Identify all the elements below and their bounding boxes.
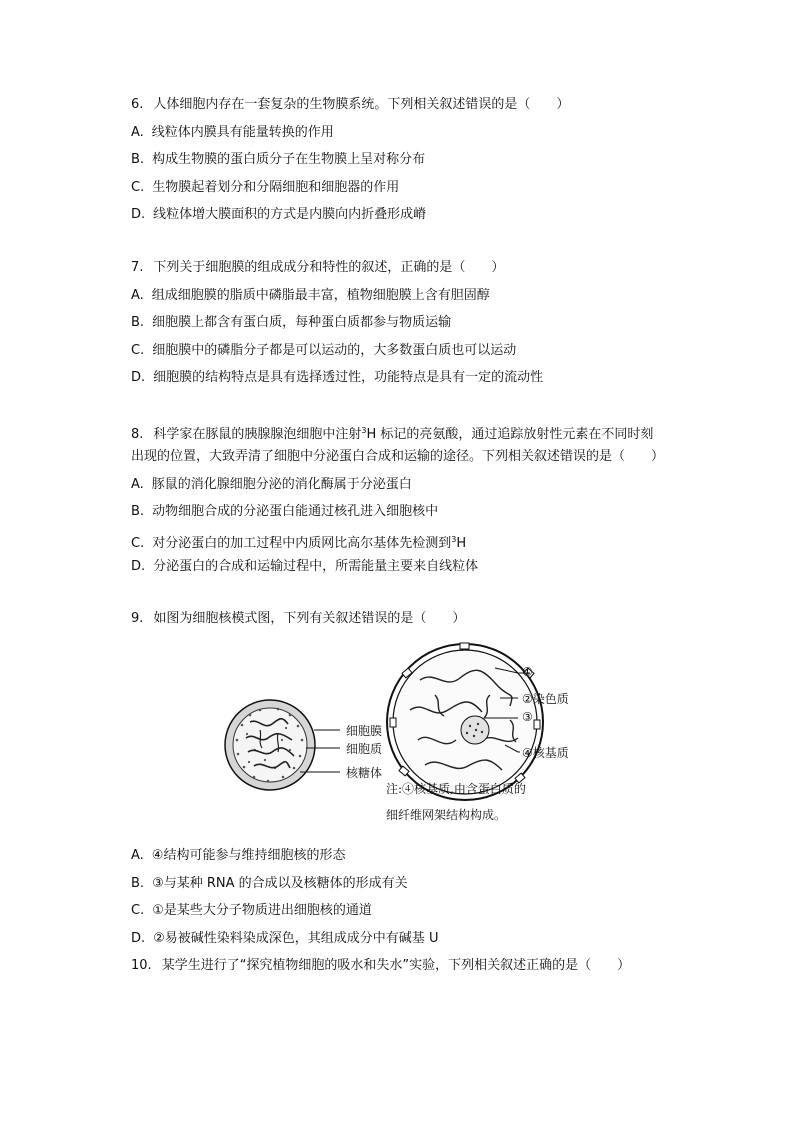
q8-option-d: D. 分泌蛋白的合成和运输过程中，所需能量主要来自线粒体	[131, 559, 479, 574]
q9-option-a: A. ④结构可能参与维持细胞核的形态	[131, 848, 346, 863]
label-nuclear-pore: ①	[522, 665, 533, 679]
q9-option-c: C. ①是某些大分子物质进出细胞核的通道	[131, 903, 372, 918]
figure-note-line-2: 细纤维网架结构构成。	[386, 808, 507, 822]
question-8-stem-continued: 出现的位置，大致弄清了细胞中分泌蛋白合成和运输的途径。下列相关叙述错误的是（ ）	[131, 449, 665, 464]
label-ribosome: 核糖体	[346, 766, 383, 780]
q8-option-a: A. 豚鼠的消化腺细胞分泌的消化酶属于分泌蛋白	[131, 477, 412, 492]
question-9-stem: 9. 如图为细胞核模式图，下列有关叙述错误的是（ ）	[131, 611, 466, 626]
q9-option-b: B. ③与某种 RNA 的合成以及核糖体的形成有关	[131, 876, 408, 891]
question-7-stem: 7. 下列关于细胞膜的组成成分和特性的叙述，正确的是（ ）	[131, 260, 505, 275]
question-6-stem: 6. 人体细胞内存在一套复杂的生物膜系统。下列相关叙述错误的是（ ）	[131, 97, 570, 112]
label-nucleolus: ③	[522, 710, 533, 724]
q7-option-a: A. 组成细胞膜的脂质中磷脂最丰富，植物细胞膜上含有胆固醇	[131, 288, 490, 303]
figure-note-line-1: 注:④核基质,由含蛋白质的	[386, 782, 526, 796]
q7-option-c: C. 细胞膜中的磷脂分子都是可以运动的，大多数蛋白质也可以运动	[131, 343, 517, 358]
q8-option-b: B. 动物细胞合成的分泌蛋白能通过核孔进入细胞核中	[131, 504, 439, 519]
cell-drawing	[225, 700, 315, 790]
q7-option-d: D. 细胞膜的结构特点是具有选择透过性，功能特点是具有一定的流动性	[131, 370, 544, 385]
q6-option-b: B. 构成生物膜的蛋白质分子在生物膜上呈对称分布	[131, 152, 426, 167]
q7-option-b: B. 细胞膜上都含有蛋白质，每种蛋白质都参与物质运输	[131, 315, 452, 330]
label-cytoplasm: 细胞质	[346, 742, 383, 756]
question-10-stem: 10. 某学生进行了“探究植物细胞的吸水和失水”实验，下列相关叙述正确的是（ ）	[131, 958, 631, 973]
cell-nucleus-figure	[220, 640, 600, 830]
q6-option-c: C. 生物膜起着划分和分隔细胞和细胞器的作用	[131, 180, 400, 195]
label-chromatin: ②染色质	[522, 692, 569, 706]
question-8-stem: 8. 科学家在豚鼠的胰腺腺泡细胞中注射$^3$H 标记的亮氨酸，通过追踪放射性元素在不同时刻	[131, 426, 654, 442]
nucleus-drawing	[387, 643, 543, 800]
q6-option-a: A. 线粒体内膜具有能量转换的作用	[131, 125, 334, 140]
label-cell-membrane: 细胞膜	[346, 724, 383, 738]
q6-option-d: D. 线粒体增大膜面积的方式是内膜向内折叠形成嵴	[131, 207, 427, 222]
cell-nucleus-diagram	[220, 640, 600, 830]
label-nuclear-matrix: ④核基质	[522, 746, 569, 760]
q8-option-c: C. 对分泌蛋白的加工过程中内质网比高尔基体先检测到$^3$H	[131, 535, 467, 551]
q9-option-d: D. ②易被碱性染料染成深色，其组成成分中有碱基 U	[131, 931, 439, 946]
